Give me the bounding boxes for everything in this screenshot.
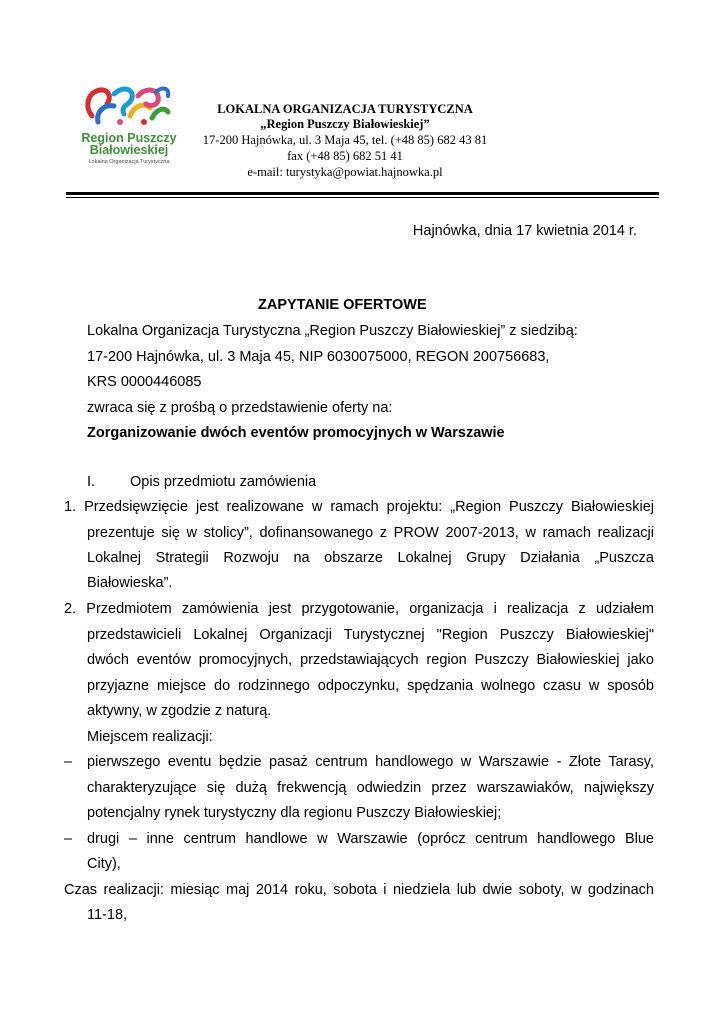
bullet2-line-2: City), — [87, 856, 121, 872]
header-divider-thick — [66, 192, 659, 195]
logo-text-line3: Lokalna Organizacja Turystyczna — [88, 159, 170, 165]
letterhead-email: e-mail: turystyka@powiat.hajnowka.pl — [247, 165, 443, 179]
logo-figures-graphic — [74, 82, 184, 132]
item1-line-2: prezentuje się w stolicy”, dofinansowanego z PROW 2007-2013, w ramach realizacji — [87, 525, 654, 541]
bullet1-line-3: potencjalny rynek turystyczny dla regionu Puszczy Białowieskiej; — [87, 805, 502, 821]
intro-line-4: zwraca się z prośbą o przedstawienie oferty na: — [87, 400, 393, 416]
intro-line-2: 17-200 Hajnówka, ul. 3 Maja 45, NIP 6030075000, REGON 200756683, — [87, 349, 550, 365]
timing-line-1: Czas realizacji: miesiąc maj 2014 roku, sobota i niedziela lub dwie soboty, w godzinach — [64, 882, 654, 898]
logo-text-line2: Białowieskiej — [89, 143, 169, 157]
date-line: Hajnówka, dnia 17 kwietnia 2014 r. — [412, 223, 637, 239]
bullet2-line-1: drugi – inne centrum handlowe w Warszawie (oprócz centrum handlowego Blue — [87, 831, 654, 847]
logo-text-line1: Region Puszczy — [81, 131, 177, 145]
letterhead-org-name: LOKALNA ORGANIZACJA TURYSTYCZNA — [217, 102, 473, 116]
item2-line-1: 2. Przedmiotem zamówienia jest przygotowanie, organizacja i realizacja z udziałem — [64, 601, 654, 617]
letterhead-fax: fax (+48 85) 682 51 41 — [287, 149, 403, 163]
timing-line-2: 11-18, — [87, 907, 128, 923]
header-divider-thin — [66, 197, 659, 198]
letterhead-address: 17-200 Hajnówka, ul. 3 Maja 45, tel. (+48 85) 682 43 81 — [202, 133, 488, 147]
item1-line-3: Lokalnej Strategii Rozwoju na obszarze Lokalnej Grupy Działania „Puszcza — [87, 550, 654, 566]
item2-line-5: aktywny, w zgodzie z naturą. — [87, 703, 272, 719]
letterhead-org-region: „Region Puszczy Białowieskiej” — [260, 117, 430, 131]
intro-line-1: Lokalna Organizacja Turystyczna „Region Puszczy Białowieskiej” z siedzibą: — [87, 323, 578, 339]
bullet1-line-1: pierwszego eventu będzie pasaż centrum handlowego w Warszawie - Złote Tarasy, — [87, 754, 654, 770]
item2-line-3: dwóch eventów promocyjnych, przedstawiających region Puszczy Białowieskiej jako — [87, 652, 654, 668]
intro-line-3: KRS 0000446085 — [87, 374, 202, 390]
item2-line-4: przyjazne miejsce do rodzinnego odpoczynku, spędzania wolnego czasu w sposób — [87, 678, 654, 694]
bullet-dash-1: – — [64, 754, 73, 770]
section-heading: Opis przedmiotu zamówienia — [130, 474, 317, 490]
section-number: I. — [87, 474, 96, 490]
item1-line-1: 1. Przedsięwzięcie jest realizowane w ramach projektu: „Region Puszczy Białowieskiej — [64, 499, 654, 515]
item2-line-6: Miejscem realizacji: — [87, 729, 213, 745]
order-subject: Zorganizowanie dwóch eventów promocyjnych w Warszawie — [87, 425, 505, 441]
item2-line-2: przedstawicieli Lokalnej Organizacji Turystycznej "Region Puszczy Białowieskiej" — [87, 627, 654, 643]
organization-logo — [74, 82, 184, 166]
item1-line-4: Białowieska”. — [87, 575, 173, 591]
document-title: ZAPYTANIE OFERTOWE — [258, 297, 427, 313]
bullet1-line-2: charakteryzujące się dużą frekwencją odwiedzin przez warszawiaków, największy — [87, 780, 654, 796]
bullet-dash-2: – — [64, 831, 73, 847]
